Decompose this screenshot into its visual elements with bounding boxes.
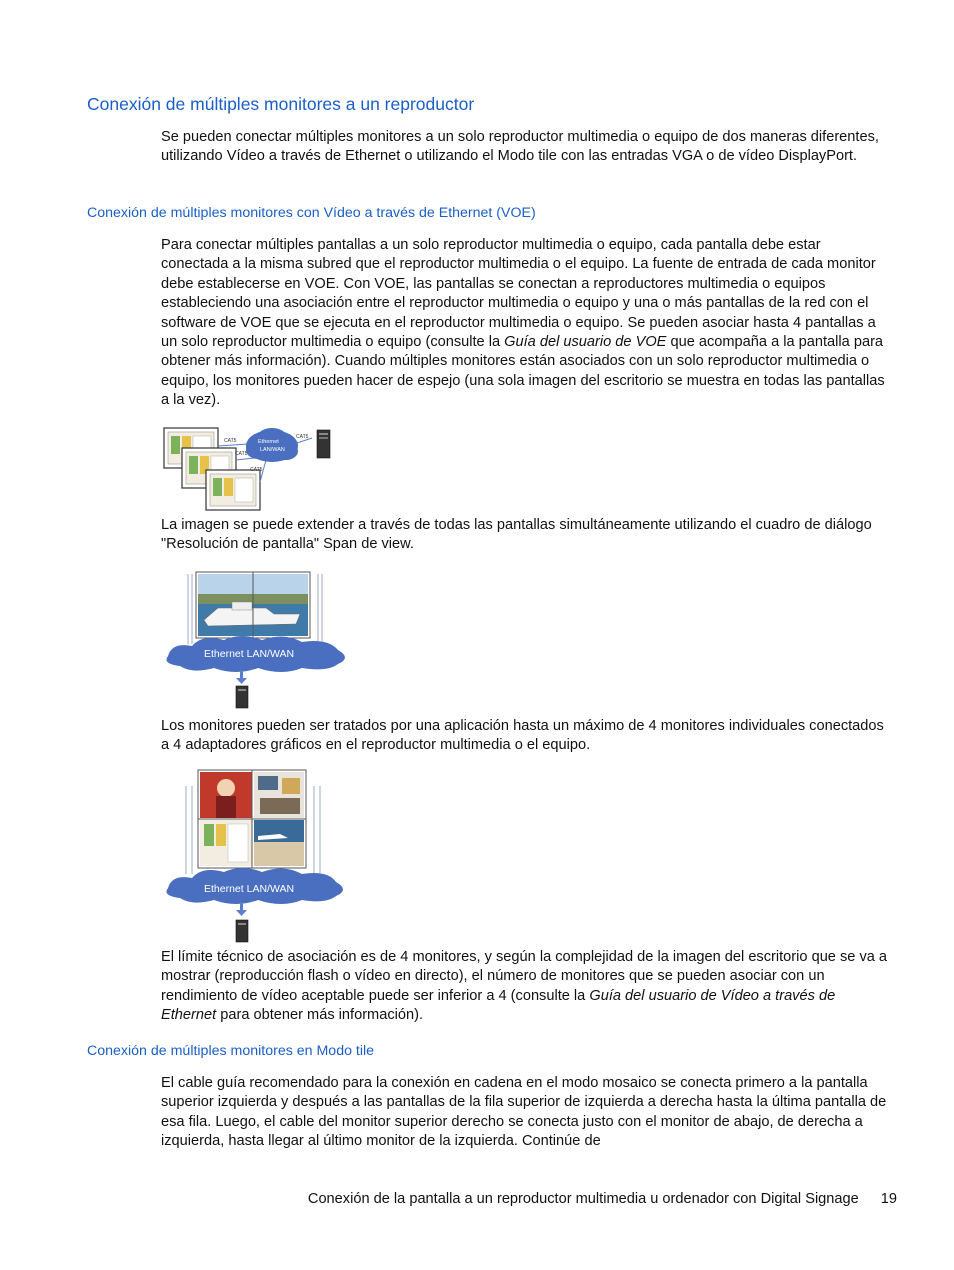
- media-player-icon: [236, 920, 248, 942]
- voe-paragraph-2: La imagen se puede extender a través de todas las pantallas simultáneamente utilizando el cuadro de diálogo "Resolución de pantalla" Span de view.: [161, 517, 872, 553]
- ethernet-cloud: [167, 636, 346, 672]
- ethernet-cloud: [167, 868, 344, 904]
- quad-monitors: [198, 770, 306, 868]
- cable-label-4: CAT5: [296, 434, 309, 440]
- tile-paragraph-1: El cable guía recomendado para la conexión en cadena en el modo mosaico se conecta primero a la pantalla superior izquierda y después a las pantallas de la fila superior de izquierda a derecha hasta la última pantalla de esa fila. Luego, el cable del monitor superior derecho se conecta justo con el monitor de abajo, de derecha a izquierda, hasta llegar al último monitor de la izquierda. Continúe de: [161, 1075, 887, 1150]
- cable-label-3: CAT5: [250, 467, 263, 473]
- voe-p4-text-a: El límite técnico de asociación es de 4 monitores, y según la complejidad de la imagen del escritorio que se va a mostrar (reproducción flash o vídeo en directo), el número de monitores que se pueden asociar con un rendimiento de vídeo aceptable puede ser inferior a 4 (consulte la: [161, 949, 888, 1004]
- section-title: Conexión de múltiples monitores a un reproductor: [87, 94, 475, 114]
- down-arrow-icon: [236, 670, 247, 684]
- footer-text: Conexión de la pantalla a un reproductor multimedia u ordenador con Digital Signage: [307, 1191, 859, 1207]
- page-number: 19: [880, 1191, 897, 1207]
- voe-p4-text-b: para obtener más información).: [216, 1007, 424, 1024]
- figure-voe-mirror: [162, 424, 338, 512]
- voe-paragraph-3: Los monitores pueden ser tratados por una aplicación hasta un máximo de 4 monitores individuales conectados a 4 adaptadores gráficos en el reproductor multimedia o el equipo.: [161, 718, 884, 754]
- voe-paragraph-1: [161, 236, 889, 411]
- voe-heading: Conexión de múltiples monitores con Vídeo a través de Ethernet (VOE): [87, 205, 536, 221]
- tile-heading: Conexión de múltiples monitores en Modo tile: [87, 1043, 375, 1059]
- monitor-3: [206, 470, 260, 510]
- voe-guide-reference-2: Guía del usuario de Vídeo a través de Ethernet: [161, 987, 836, 1024]
- cable-label-1: CAT5: [224, 438, 237, 444]
- voe-p1-text-b: que acompaña a la pantalla para obtener más información). Cuando múltiples monitores están asociados con un solo reproductor multimedia o equipo, los monitores pueden hacer de espejo (una sola imagen del escritorio se muestra en todas las pantallas a la vez).: [161, 334, 885, 409]
- down-arrow-icon: [236, 902, 247, 916]
- figure-voe-span: [162, 568, 350, 712]
- voe-p1-text-a: Para conectar múltiples pantallas a un solo reproductor multimedia o equipo, cada pantalla debe estar conectada a la misma subred que el reproductor multimedia o el equipo. La fuente de entrada de cada monitor debe establecerse en VOE. Con VOE, las pantallas se conectan a reproductores multimedia o equipos estableciendo una asociación entre el reproductor multimedia o equipo y una o más pantallas de la red con el software de VOE que se ejecuta en el reproductor multimedia o equipo. Se pueden asociar hasta 4 pantallas a un solo reproductor multimedia o equipo (consulte la: [161, 237, 876, 351]
- media-player-icon: [317, 430, 330, 458]
- figure-voe-individual: [162, 768, 348, 948]
- page-footer: [308, 1191, 897, 1207]
- ethernet-cloud: [246, 428, 298, 462]
- voe-guide-reference: Guía del usuario de VOE: [504, 334, 667, 351]
- cable-label-2: CAT5: [235, 451, 248, 457]
- cloud-label-line2: LAN/WAN: [260, 447, 285, 453]
- intro-paragraph: Se pueden conectar múltiples monitores a un solo reproductor multimedia o equipo de dos maneras diferentes, utilizando Vídeo a través de Ethernet o utilizando el Modo tile con las entradas VGA o de vídeo DisplayPort.: [161, 129, 879, 165]
- cloud-label: Ethernet LAN/WAN: [204, 883, 295, 895]
- cloud-label-line1: Ethernet: [258, 439, 279, 445]
- voe-paragraph-4: [161, 948, 889, 1026]
- span-image: [196, 572, 310, 638]
- media-player-icon: [236, 686, 248, 708]
- cloud-label: Ethernet LAN/WAN: [204, 648, 295, 660]
